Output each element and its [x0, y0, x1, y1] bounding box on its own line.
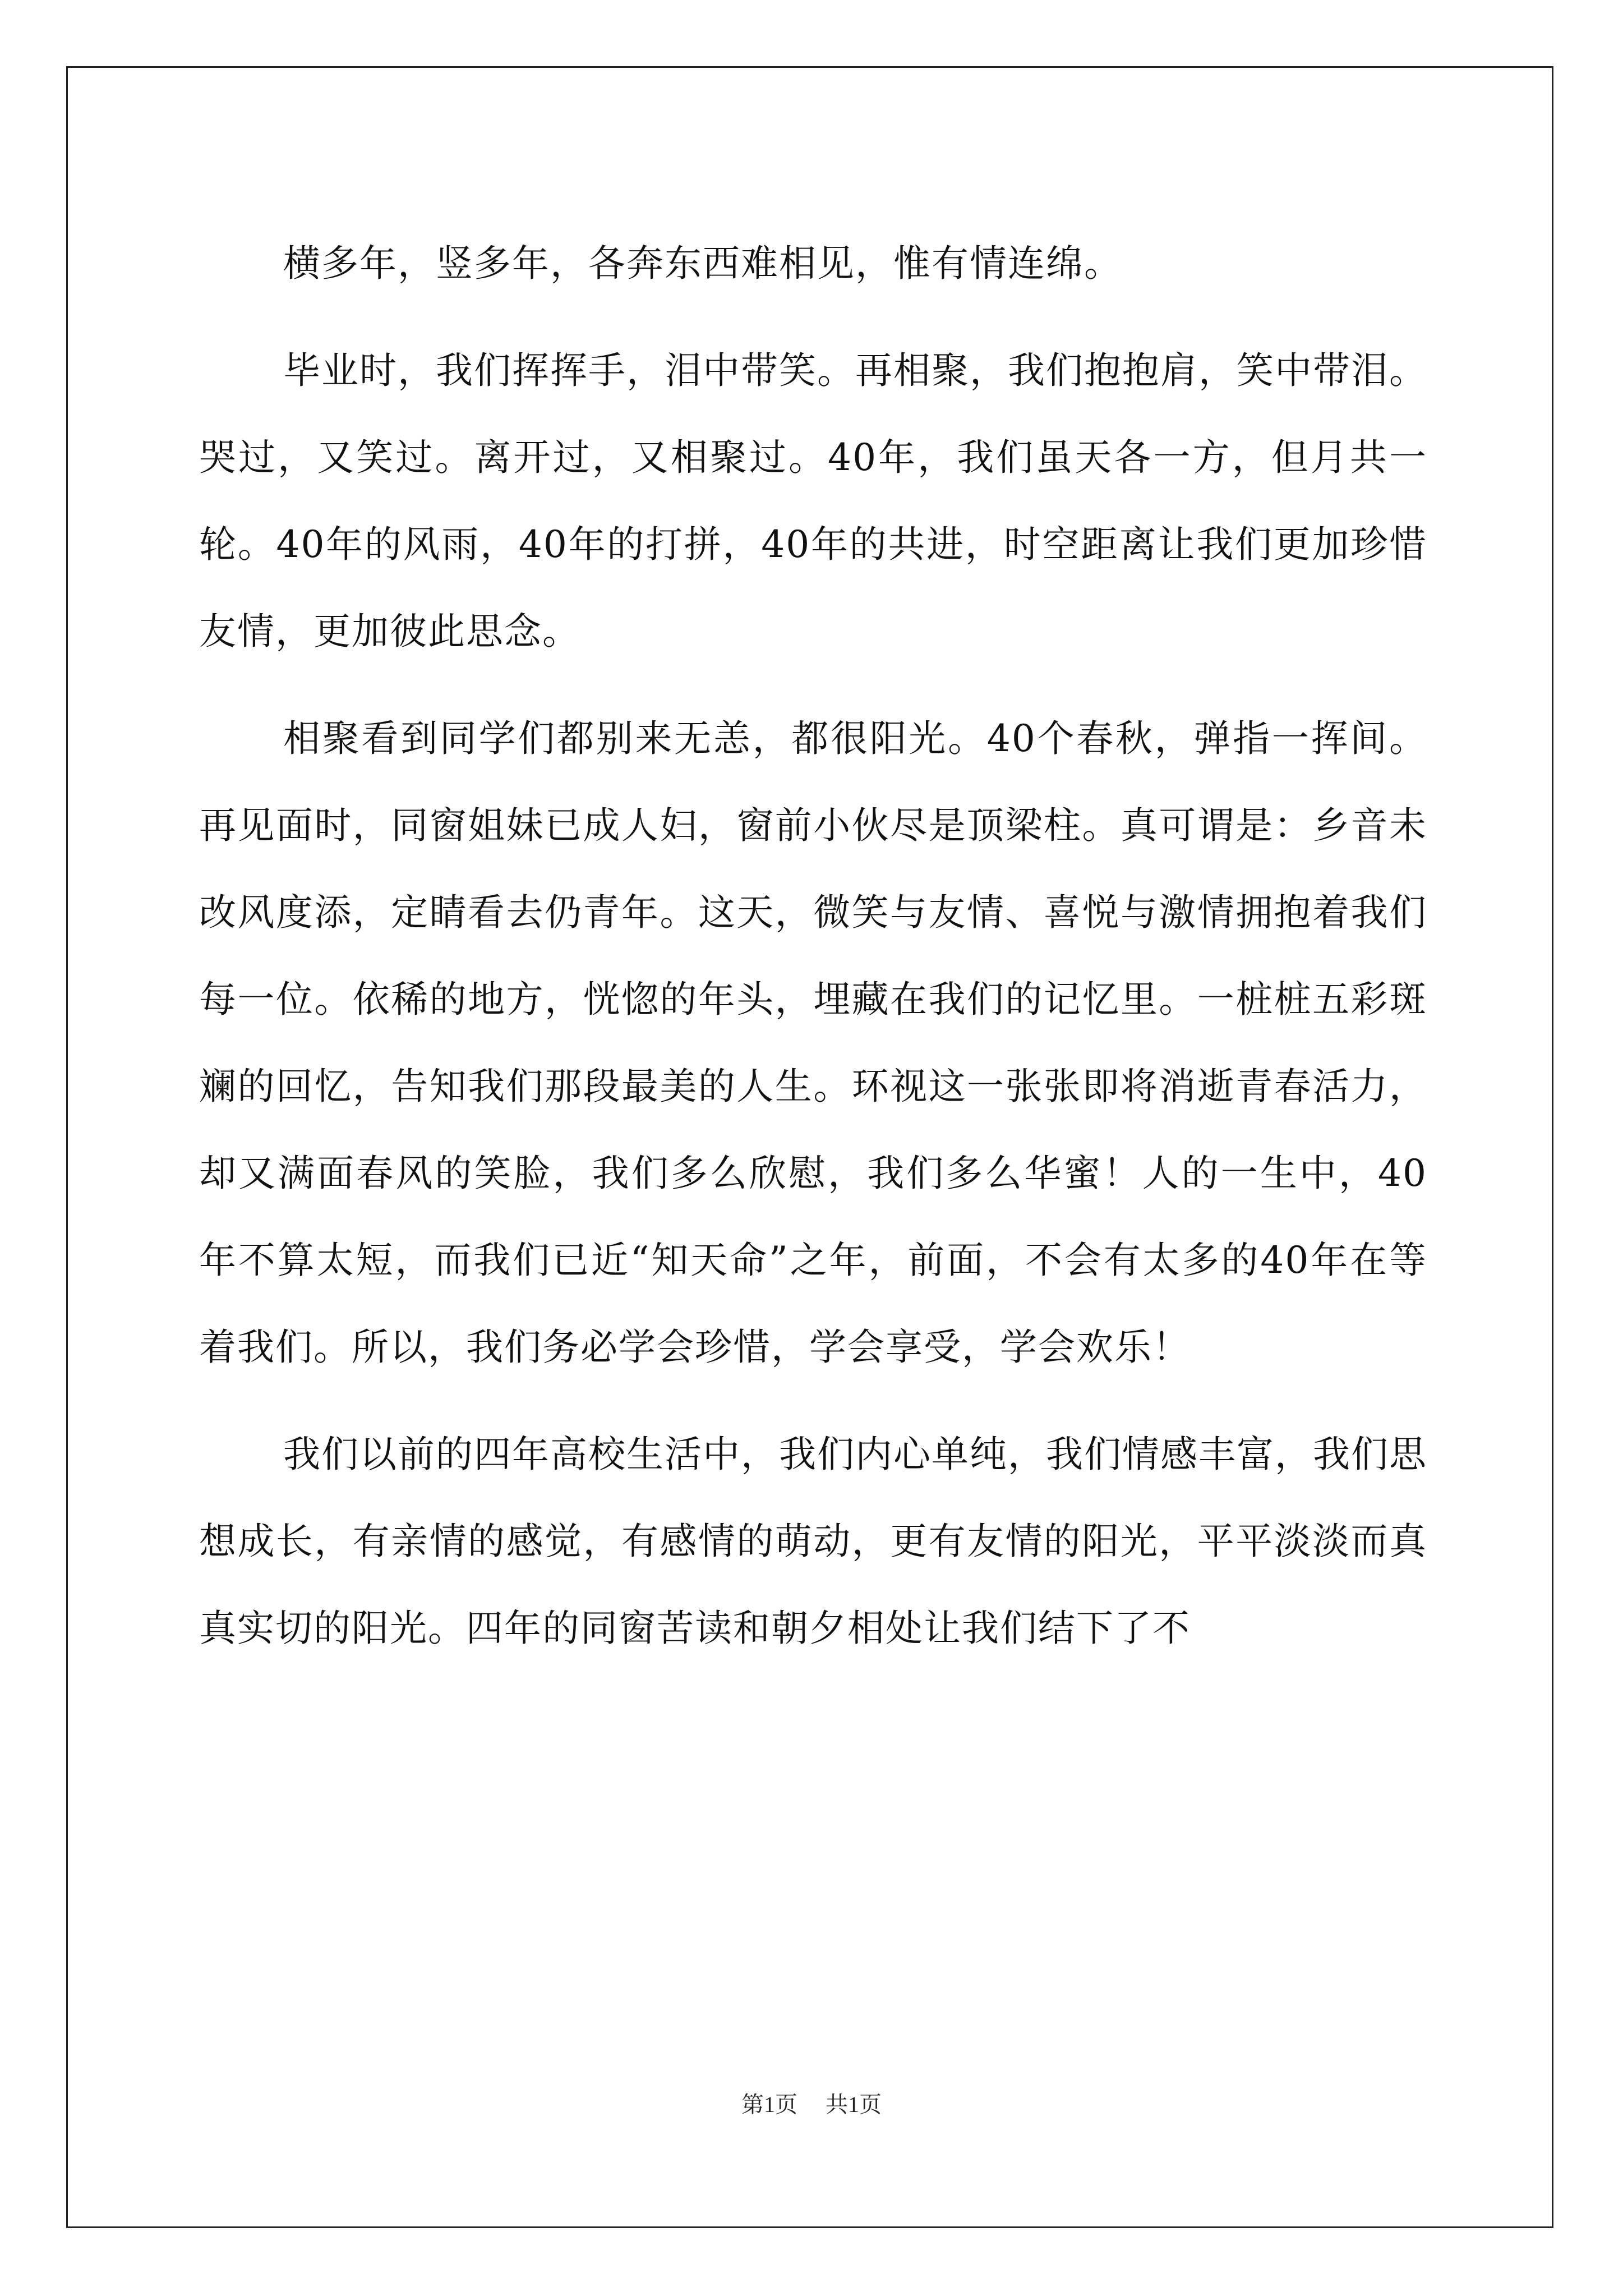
document-body [199, 220, 1427, 1692]
page-footer [0, 2087, 1623, 2119]
paragraph-3: 相聚看到同学们都别来无恙，都很阳光。40个春秋，弹指一挥间。再见面时，同窗姐妹已成人妇，窗前小伙尽是顶梁柱。真可谓是：乡音未改风度添，定睛看去仍青年。这天，微笑与友情、喜悦与激情拥抱着我们每一位。依稀的地方，恍惚的年头，埋藏在我们的记忆里。一桩桩五彩斑斓的回忆，告知我们那段最美的人生。环视这一张张即将消逝青春活力，却又满面春风的笑脸，我们多么欣慰，我们多么华蜜！人的一生中，40年不算太短，而我们已近“知天命”之年，前面，不会有太多的40年在等着我们。所以，我们务必学会珍惜，学会享受，学会欢乐！ [199, 717, 1427, 1369]
page-number-total: 共1页 [826, 2092, 882, 2117]
page-number-current: 第1页 [741, 2092, 797, 2117]
paragraph-2: 毕业时，我们挥挥手，泪中带笑。再相聚，我们抱抱肩，笑中带泪。哭过，又笑过。离开过，又相聚过。40年，我们虽天各一方，但月共一轮。40年的风雨，40年的打拼，40年的共进，时空距离让我们更加珍惜友情，更加彼此思念。 [199, 349, 1427, 653]
paragraph-4: 我们以前的四年高校生活中，我们内心单纯，我们情感丰富，我们思想成长，有亲情的感觉，有感情的萌动，更有友情的阳光，平平淡淡而真真实切的阳光。四年的同窗苦读和朝夕相处让我们结下了不 [199, 1433, 1427, 1650]
paragraph-1: 横多年，竖多年，各奔东西难相见，惟有情连绵。 [283, 242, 1122, 285]
